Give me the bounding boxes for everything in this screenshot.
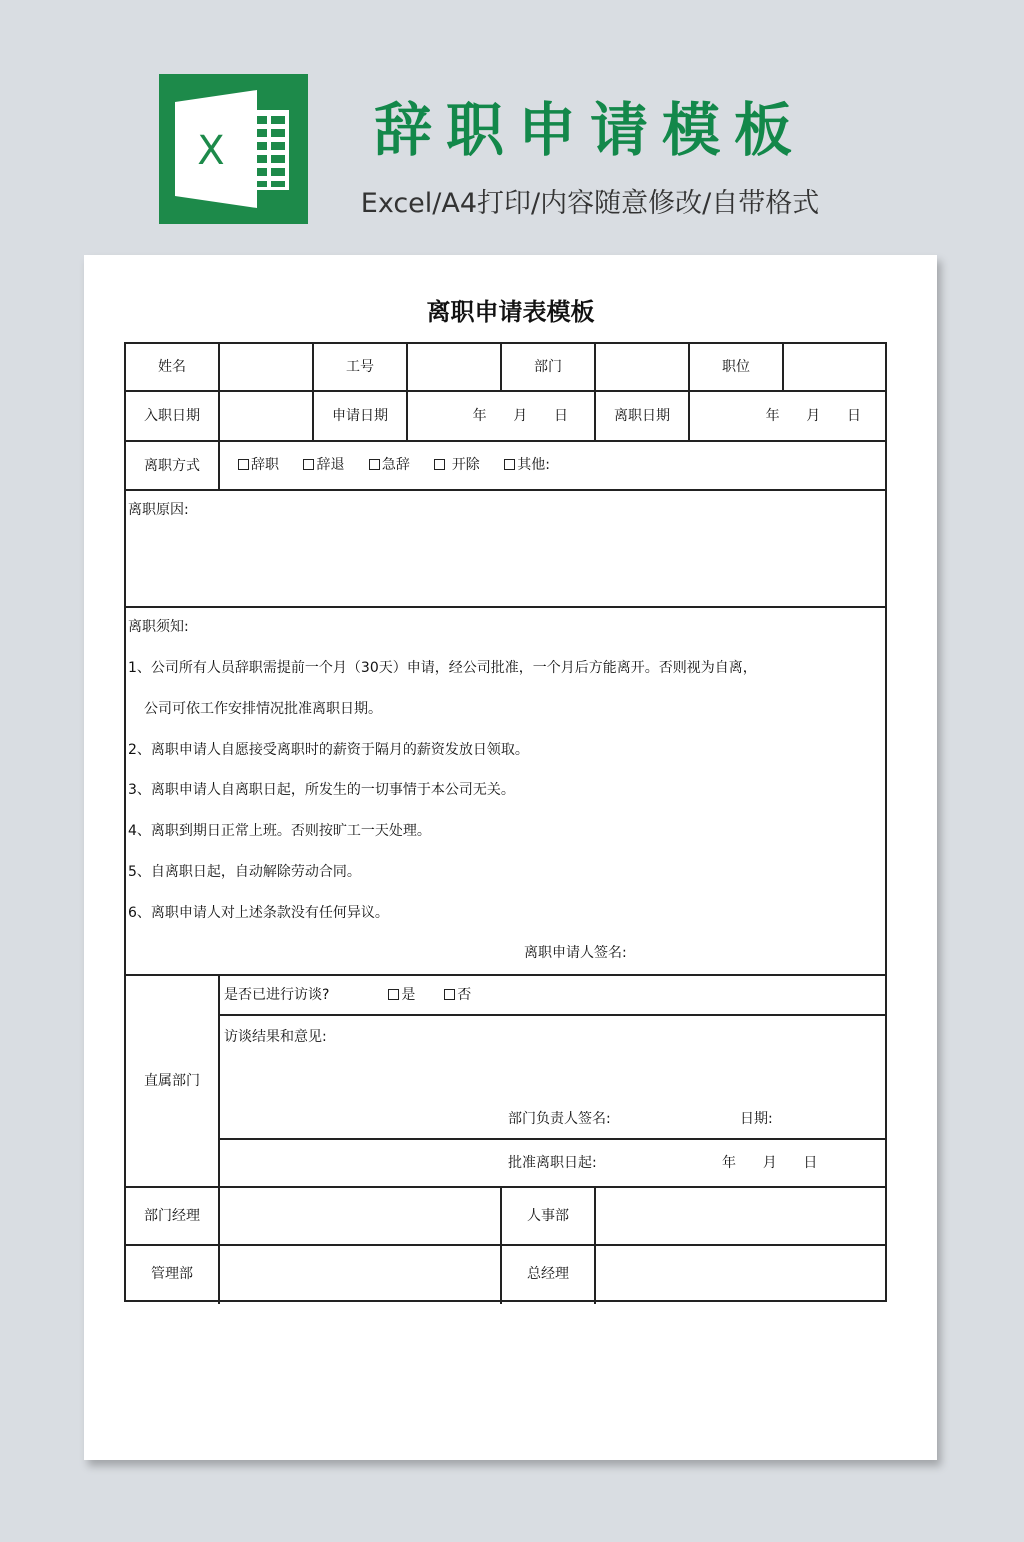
option-yes[interactable]: 是: [388, 987, 415, 1003]
option-urgent[interactable]: 急辞: [369, 457, 410, 473]
general-manager-field[interactable]: [596, 1246, 887, 1302]
leave-type-label: 离职方式: [144, 457, 200, 474]
name-field[interactable]: [220, 344, 312, 390]
page-title: 辞职申请模板: [373, 96, 806, 164]
dept-head-signature-label: 部门负责人签名:: [508, 1111, 611, 1127]
general-manager-label: 总经理: [527, 1266, 569, 1282]
notice-heading: 离职须知:: [128, 619, 189, 635]
employee-id-label: 工号: [346, 359, 374, 375]
direct-department-label: 直属部门: [144, 1073, 200, 1089]
reason-field[interactable]: [128, 522, 885, 604]
option-no[interactable]: 否: [444, 987, 471, 1003]
department-field[interactable]: [596, 344, 688, 390]
notice-item: 1、公司所有人员辞职需提前一个月（30天）申请，经公司批准，一个月后方能离开。否则视为自离，: [128, 660, 757, 676]
resignation-form: [124, 342, 887, 1302]
leave-date-label: 离职日期: [614, 408, 670, 424]
notice-item: 5、自离职日起，自动解除劳动合同。: [128, 864, 361, 880]
name-label: 姓名: [158, 359, 186, 375]
interview-question: 是否已进行访谈? 是 否: [224, 987, 472, 1003]
employee-id-field[interactable]: [408, 344, 500, 390]
checkbox-icon: [369, 459, 380, 470]
checkbox-icon: [238, 459, 249, 470]
hire-date-label: 入职日期: [144, 408, 200, 424]
option-other[interactable]: 其他:: [504, 457, 550, 473]
department-label: 部门: [534, 359, 562, 375]
leave-date-field[interactable]: 年 月 日: [765, 408, 861, 424]
position-label: 职位: [722, 359, 750, 375]
option-dismiss[interactable]: 辞退: [303, 457, 344, 473]
document-page: [84, 255, 937, 1460]
apply-date-label: 申请日期: [332, 408, 388, 424]
hr-label: 人事部: [527, 1208, 569, 1224]
applicant-signature-label: 离职申请人签名:: [524, 945, 627, 961]
checkbox-icon: [504, 459, 515, 470]
checkbox-icon: [444, 989, 455, 1000]
document-title: 离职申请表模板: [426, 298, 595, 326]
admin-label: 管理部: [151, 1266, 193, 1282]
page-subtitle: Excel/A4打印/内容随意修改/自带格式: [360, 188, 820, 219]
logo-letter: X: [197, 128, 225, 174]
dept-manager-label: 部门经理: [144, 1208, 200, 1224]
hire-date-field[interactable]: [220, 392, 312, 440]
approve-date-label: 批准离职日起:: [508, 1155, 597, 1171]
position-field[interactable]: [784, 344, 887, 390]
excel-logo-icon: [159, 74, 308, 224]
notice-item: 2、离职申请人自愿接受离职时的薪资于隔月的薪资发放日领取。: [128, 742, 529, 758]
notice-item: 4、离职到期日正常上班。否则按旷工一天处理。: [128, 823, 431, 839]
approve-date-field[interactable]: 年 月 日: [722, 1155, 818, 1171]
checkbox-icon: [303, 459, 314, 470]
notice-item: 6、离职申请人对上述条款没有任何异议。: [128, 905, 389, 921]
checkbox-icon: [434, 459, 445, 470]
option-fired[interactable]: 开除: [434, 457, 479, 473]
reason-label: 离职原因:: [128, 502, 189, 518]
interview-result-label: 访谈结果和意见:: [224, 1029, 327, 1045]
option-resign[interactable]: 辞职: [238, 457, 279, 473]
notice-item: 3、离职申请人自离职日起，所发生的一切事情于本公司无关。: [128, 782, 515, 798]
leave-type-options: [238, 456, 570, 474]
admin-field[interactable]: [220, 1246, 500, 1302]
notice-item: 公司可依工作安排情况批准离职日期。: [144, 701, 382, 717]
hr-field[interactable]: [596, 1188, 887, 1244]
apply-date-field[interactable]: 年 月 日: [472, 408, 568, 424]
checkbox-icon: [388, 989, 399, 1000]
dept-manager-field[interactable]: [220, 1188, 500, 1244]
dept-date-label: 日期:: [740, 1111, 773, 1127]
